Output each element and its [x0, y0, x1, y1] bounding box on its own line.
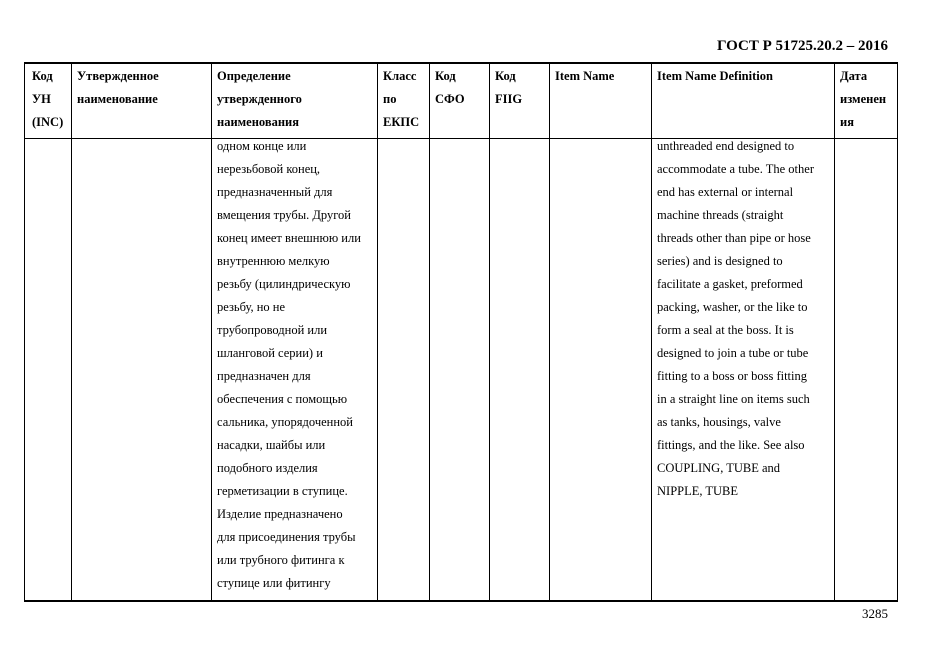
item-name-definition-line: facilitate a gasket, preformed — [657, 277, 803, 291]
item-name-definition-line: in a straight line on items such — [657, 392, 810, 406]
header-ekps-class — [383, 65, 419, 134]
header-change-date — [840, 65, 886, 134]
header-definition-ru — [217, 65, 302, 134]
item-name-definition-line: series) and is designed to — [657, 254, 783, 268]
definition-ru-line: подобного изделия — [217, 461, 318, 475]
header-item-name-definition-line: Item Name Definition — [657, 69, 773, 83]
definition-ru-line: резьбу (цилиндрическую — [217, 277, 351, 291]
item-name-definition-line: fitting to a boss or boss fitting — [657, 369, 807, 383]
column-divider — [71, 64, 72, 600]
header-item-name-definition — [657, 65, 773, 88]
header-approved-name-line: Утвержденное — [77, 69, 159, 83]
header-fiig-code-line: FIIG — [495, 92, 523, 106]
definition-ru-line: конец имеет внешнюю или — [217, 231, 361, 245]
definition-ru-line: сальника, упорядоченной — [217, 415, 353, 429]
definition-ru-line: шланговой серии) и — [217, 346, 323, 360]
data-table — [24, 62, 898, 602]
document-standard-header: ГОСТ Р 51725.20.2 – 2016 — [716, 38, 888, 54]
item-name-definition-line: designed to join a tube or tube — [657, 346, 809, 360]
definition-ru-line: вмещения трубы. Другой — [217, 208, 351, 222]
column-divider — [651, 64, 652, 600]
definition-ru-cell — [217, 135, 361, 595]
item-name-definition-line: end has external or internal — [657, 185, 794, 199]
header-fiig-code — [495, 65, 522, 111]
column-divider — [834, 64, 835, 600]
header-sfo-code-line: СФО — [435, 92, 465, 106]
definition-ru-line: для присоединения трубы — [217, 530, 356, 544]
column-divider — [897, 64, 898, 600]
header-change-date-line: Дата — [840, 69, 868, 83]
item-name-definition-cell — [657, 135, 814, 503]
definition-ru-line: внутреннюю мелкую — [217, 254, 330, 268]
definition-ru-line: герметизации в ступице. — [217, 484, 348, 498]
header-definition-ru-line: утвержденного — [217, 92, 302, 106]
definition-ru-line: или трубного фитинга к — [217, 553, 345, 567]
header-item-name — [555, 65, 614, 88]
header-fiig-code-line: Код — [495, 69, 516, 83]
header-ekps-class-line: Класс — [383, 69, 417, 83]
column-divider — [429, 64, 430, 600]
header-definition-ru-line: наименования — [217, 115, 300, 129]
item-name-definition-line: as tanks, housings, valve — [657, 415, 781, 429]
header-approved-name — [77, 65, 159, 111]
definition-ru-line: предназначен для — [217, 369, 311, 383]
definition-ru-line: обеспечения с помощью — [217, 392, 348, 406]
item-name-definition-line: packing, washer, or the like to — [657, 300, 808, 314]
header-approved-name-line: наименование — [77, 92, 158, 106]
item-name-definition-line: threads other than pipe or hose — [657, 231, 811, 245]
definition-ru-line: трубопроводной или — [217, 323, 328, 337]
definition-ru-line: предназначенный для — [217, 185, 333, 199]
column-divider — [211, 64, 212, 600]
item-name-definition-line: machine threads (straight — [657, 208, 784, 222]
header-ekps-class-line: ЕКПС — [383, 115, 420, 129]
header-ekps-class-line: по — [383, 92, 397, 106]
header-change-date-line: изменен — [840, 92, 887, 106]
definition-ru-line: одном конце или — [217, 139, 307, 153]
header-inc-line: Код — [32, 69, 53, 83]
item-name-definition-line: fittings, and the like. See also — [657, 438, 805, 452]
definition-ru-line: Изделие предназначено — [217, 507, 343, 521]
item-name-definition-line: NIPPLE, TUBE — [657, 484, 739, 498]
column-divider — [489, 64, 490, 600]
definition-ru-line: нерезьбовой конец, — [217, 162, 321, 176]
header-sfo-code-line: Код — [435, 69, 456, 83]
header-change-date-line: ия — [840, 115, 854, 129]
header-inc — [32, 65, 63, 134]
column-divider — [549, 64, 550, 600]
column-divider — [24, 64, 25, 600]
header-sfo-code — [435, 65, 465, 111]
page-number: 3285 — [862, 606, 888, 621]
header-inc-line: УН — [32, 92, 51, 106]
header-definition-ru-line: Определение — [217, 69, 291, 83]
header-inc-line: (INC) — [32, 115, 64, 129]
item-name-definition-line: unthreaded end designed to — [657, 139, 795, 153]
definition-ru-line: насадки, шайбы или — [217, 438, 326, 452]
column-divider — [377, 64, 378, 600]
item-name-definition-line: accommodate a tube. The other — [657, 162, 814, 176]
definition-ru-line: ступице или фитингу — [217, 576, 331, 590]
definition-ru-line: резьбу, но не — [217, 300, 286, 314]
item-name-definition-line: COUPLING, TUBE and — [657, 461, 781, 475]
item-name-definition-line: form a seal at the boss. It is — [657, 323, 794, 337]
header-item-name-line: Item Name — [555, 69, 615, 83]
